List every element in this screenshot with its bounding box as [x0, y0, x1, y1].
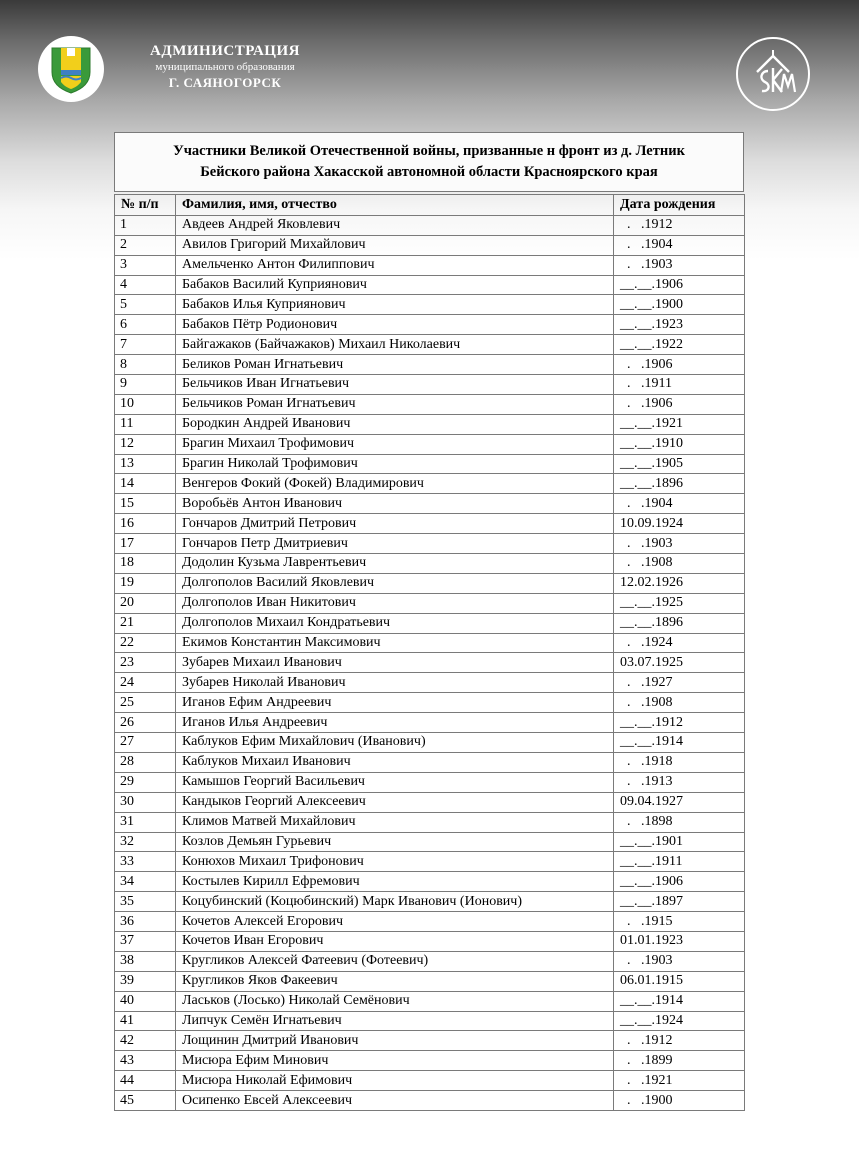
birth-date: . .1912 — [614, 215, 745, 235]
table-row — [115, 414, 745, 434]
row-number: 19 — [115, 573, 176, 593]
person-name: Екимов Константин Максимович — [176, 633, 614, 653]
table-row — [115, 434, 745, 454]
city-coat-of-arms-icon — [38, 36, 104, 102]
birth-date: . .1903 — [614, 255, 745, 275]
table-row — [115, 912, 745, 932]
birth-date: 01.01.1923 — [614, 931, 745, 951]
table-row — [115, 335, 745, 355]
birth-date: 03.07.1925 — [614, 653, 745, 673]
row-number: 41 — [115, 1011, 176, 1031]
row-number: 12 — [115, 434, 176, 454]
row-number: 11 — [115, 414, 176, 434]
person-name: Липчук Семён Игнатьевич — [176, 1011, 614, 1031]
row-number: 14 — [115, 474, 176, 494]
row-number: 39 — [115, 971, 176, 991]
table-row — [115, 1051, 745, 1071]
birth-date: __.__.1914 — [614, 733, 745, 753]
person-name: Авдеев Андрей Яковлевич — [176, 215, 614, 235]
table-row — [115, 494, 745, 514]
table-row — [115, 295, 745, 315]
person-name: Гончаров Петр Дмитриевич — [176, 534, 614, 554]
table-row — [115, 514, 745, 534]
person-name: Бельчиков Роман Игнатьевич — [176, 394, 614, 414]
birth-date: . .1898 — [614, 812, 745, 832]
birth-date: __.__.1924 — [614, 1011, 745, 1031]
birth-date: __.__.1896 — [614, 613, 745, 633]
person-name: Осипенко Евсей Алексеевич — [176, 1091, 614, 1111]
row-number: 3 — [115, 255, 176, 275]
birth-date: . .1915 — [614, 912, 745, 932]
row-number: 35 — [115, 892, 176, 912]
document-title — [114, 132, 744, 192]
table-row — [115, 255, 745, 275]
birth-date: . .1918 — [614, 752, 745, 772]
birth-date: 06.01.1915 — [614, 971, 745, 991]
person-name: Кандыков Георгий Алексеевич — [176, 792, 614, 812]
table-row — [115, 215, 745, 235]
row-number: 20 — [115, 593, 176, 613]
row-number: 33 — [115, 852, 176, 872]
birth-date: __.__.1912 — [614, 713, 745, 733]
person-name: Иганов Ефим Андреевич — [176, 693, 614, 713]
column-header-birth-date: Дата рождения — [614, 195, 745, 216]
row-number: 30 — [115, 792, 176, 812]
birth-date: __.__.1911 — [614, 852, 745, 872]
row-number: 36 — [115, 912, 176, 932]
birth-date: . .1906 — [614, 394, 745, 414]
table-row — [115, 235, 745, 255]
birth-date: . .1904 — [614, 494, 745, 514]
table-row — [115, 892, 745, 912]
row-number: 31 — [115, 812, 176, 832]
row-number: 40 — [115, 991, 176, 1011]
row-number: 5 — [115, 295, 176, 315]
birth-date: __.__.1910 — [614, 434, 745, 454]
table-row — [115, 534, 745, 554]
person-name: Амельченко Антон Филиппович — [176, 255, 614, 275]
birth-date: . .1904 — [614, 235, 745, 255]
person-name: Воробьёв Антон Иванович — [176, 494, 614, 514]
table-row — [115, 713, 745, 733]
birth-date: __.__.1897 — [614, 892, 745, 912]
person-name: Конюхов Михаил Трифонович — [176, 852, 614, 872]
person-name: Авилов Григорий Михайлович — [176, 235, 614, 255]
row-number: 1 — [115, 215, 176, 235]
person-name: Ласьков (Лосько) Николай Семёнович — [176, 991, 614, 1011]
person-name: Бородкин Андрей Иванович — [176, 414, 614, 434]
row-number: 17 — [115, 534, 176, 554]
table-row — [115, 812, 745, 832]
row-number: 22 — [115, 633, 176, 653]
row-number: 18 — [115, 554, 176, 574]
person-name: Брагин Михаил Трофимович — [176, 434, 614, 454]
column-header-name: Фамилия, имя, отчество — [176, 195, 614, 216]
row-number: 27 — [115, 733, 176, 753]
person-name: Долгополов Иван Никитович — [176, 593, 614, 613]
person-name: Кругликов Яков Факеевич — [176, 971, 614, 991]
table-row — [115, 1031, 745, 1051]
org-title: АДМИНИСТРАЦИЯ — [150, 43, 300, 59]
person-name: Додолин Кузьма Лаврентьевич — [176, 554, 614, 574]
row-number: 25 — [115, 693, 176, 713]
table-header-row — [115, 195, 745, 216]
row-number: 24 — [115, 673, 176, 693]
table-row — [115, 554, 745, 574]
table-row — [115, 832, 745, 852]
birth-date: __.__.1922 — [614, 335, 745, 355]
birth-date: . .1900 — [614, 1091, 745, 1111]
birth-date: __.__.1905 — [614, 454, 745, 474]
table-row — [115, 613, 745, 633]
person-name: Бельчиков Иван Игнатьевич — [176, 375, 614, 395]
veterans-table — [114, 194, 745, 1111]
birth-date: . .1903 — [614, 534, 745, 554]
person-name: Каблуков Михаил Иванович — [176, 752, 614, 772]
column-header-number: № п/п — [115, 195, 176, 216]
person-name: Лощинин Дмитрий Иванович — [176, 1031, 614, 1051]
person-name: Иганов Илья Андреевич — [176, 713, 614, 733]
birth-date: . .1912 — [614, 1031, 745, 1051]
table-row — [115, 315, 745, 335]
birth-date: . .1908 — [614, 693, 745, 713]
person-name: Козлов Демьян Гурьевич — [176, 832, 614, 852]
table-row — [115, 275, 745, 295]
person-name: Зубарев Михаил Иванович — [176, 653, 614, 673]
person-name: Гончаров Дмитрий Петрович — [176, 514, 614, 534]
skm-emblem-icon — [736, 37, 810, 111]
table-row — [115, 852, 745, 872]
row-number: 15 — [115, 494, 176, 514]
birth-date: . .1908 — [614, 554, 745, 574]
row-number: 38 — [115, 951, 176, 971]
row-number: 23 — [115, 653, 176, 673]
birth-date: . .1921 — [614, 1071, 745, 1091]
table-row — [115, 653, 745, 673]
row-number: 9 — [115, 375, 176, 395]
org-subtitle: муниципального образования — [155, 61, 295, 73]
table-row — [115, 1071, 745, 1091]
person-name: Кочетов Алексей Егорович — [176, 912, 614, 932]
person-name: Климов Матвей Михайлович — [176, 812, 614, 832]
person-name: Бабаков Пётр Родионович — [176, 315, 614, 335]
person-name: Каблуков Ефим Михайлович (Иванович) — [176, 733, 614, 753]
birth-date: 09.04.1927 — [614, 792, 745, 812]
table-row — [115, 375, 745, 395]
birth-date: . .1927 — [614, 673, 745, 693]
birth-date: . .1913 — [614, 772, 745, 792]
org-city: Г. САЯНОГОРСК — [168, 75, 282, 90]
person-name: Бабаков Василий Куприянович — [176, 275, 614, 295]
table-row — [115, 872, 745, 892]
person-name: Кругликов Алексей Фатеевич (Фотеевич) — [176, 951, 614, 971]
person-name: Камышов Георгий Васильевич — [176, 772, 614, 792]
row-number: 7 — [115, 335, 176, 355]
table-row — [115, 1011, 745, 1031]
birth-date: __.__.1914 — [614, 991, 745, 1011]
birth-date: 10.09.1924 — [614, 514, 745, 534]
person-name: Коцубинский (Коцюбинский) Марк Иванович (Ионович) — [176, 892, 614, 912]
organization-header — [110, 42, 340, 92]
table-row — [115, 733, 745, 753]
row-number: 28 — [115, 752, 176, 772]
birth-date: __.__.1925 — [614, 593, 745, 613]
birth-date: . .1924 — [614, 633, 745, 653]
table-body — [115, 215, 745, 1110]
row-number: 45 — [115, 1091, 176, 1111]
row-number: 43 — [115, 1051, 176, 1071]
table-row — [115, 951, 745, 971]
person-name: Бабаков Илья Куприянович — [176, 295, 614, 315]
birth-date: __.__.1900 — [614, 295, 745, 315]
document-title-line-1: Участники Великой Отечественной войны, призванные н фронт из д. Летник — [173, 143, 685, 159]
row-number: 13 — [115, 454, 176, 474]
birth-date: __.__.1921 — [614, 414, 745, 434]
table-row — [115, 931, 745, 951]
table-row — [115, 474, 745, 494]
person-name: Костылев Кирилл Ефремович — [176, 872, 614, 892]
table-row — [115, 454, 745, 474]
row-number: 4 — [115, 275, 176, 295]
document-title-line-2: Бейского района Хакасской автономной области Красноярского края — [200, 164, 658, 180]
row-number: 42 — [115, 1031, 176, 1051]
table-row — [115, 693, 745, 713]
birth-date: __.__.1923 — [614, 315, 745, 335]
birth-date: . .1899 — [614, 1051, 745, 1071]
table-row — [115, 772, 745, 792]
birth-date: __.__.1896 — [614, 474, 745, 494]
person-name: Венгеров Фокий (Фокей) Владимирович — [176, 474, 614, 494]
row-number: 21 — [115, 613, 176, 633]
table-row — [115, 394, 745, 414]
row-number: 32 — [115, 832, 176, 852]
table-row — [115, 752, 745, 772]
person-name: Беликов Роман Игнатьевич — [176, 355, 614, 375]
person-name: Мисюра Николай Ефимович — [176, 1071, 614, 1091]
row-number: 2 — [115, 235, 176, 255]
person-name: Байгажаков (Байчажаков) Михаил Николаевич — [176, 335, 614, 355]
birth-date: __.__.1901 — [614, 832, 745, 852]
person-name: Кочетов Иван Егорович — [176, 931, 614, 951]
birth-date: __.__.1906 — [614, 872, 745, 892]
birth-date: . .1903 — [614, 951, 745, 971]
person-name: Мисюра Ефим Минович — [176, 1051, 614, 1071]
row-number: 29 — [115, 772, 176, 792]
person-name: Зубарев Николай Иванович — [176, 673, 614, 693]
row-number: 26 — [115, 713, 176, 733]
row-number: 10 — [115, 394, 176, 414]
table-row — [115, 971, 745, 991]
table-row — [115, 573, 745, 593]
person-name: Долгополов Михаил Кондратьевич — [176, 613, 614, 633]
table-row — [115, 792, 745, 812]
table-row — [115, 593, 745, 613]
table-row — [115, 1091, 745, 1111]
row-number: 44 — [115, 1071, 176, 1091]
birth-date: . .1911 — [614, 375, 745, 395]
table-row — [115, 633, 745, 653]
row-number: 16 — [115, 514, 176, 534]
table-row — [115, 991, 745, 1011]
row-number: 34 — [115, 872, 176, 892]
row-number: 6 — [115, 315, 176, 335]
birth-date: . .1906 — [614, 355, 745, 375]
birth-date: 12.02.1926 — [614, 573, 745, 593]
table-row — [115, 355, 745, 375]
person-name: Долгополов Василий Яковлевич — [176, 573, 614, 593]
birth-date: __.__.1906 — [614, 275, 745, 295]
row-number: 8 — [115, 355, 176, 375]
person-name: Брагин Николай Трофимович — [176, 454, 614, 474]
table-row — [115, 673, 745, 693]
row-number: 37 — [115, 931, 176, 951]
